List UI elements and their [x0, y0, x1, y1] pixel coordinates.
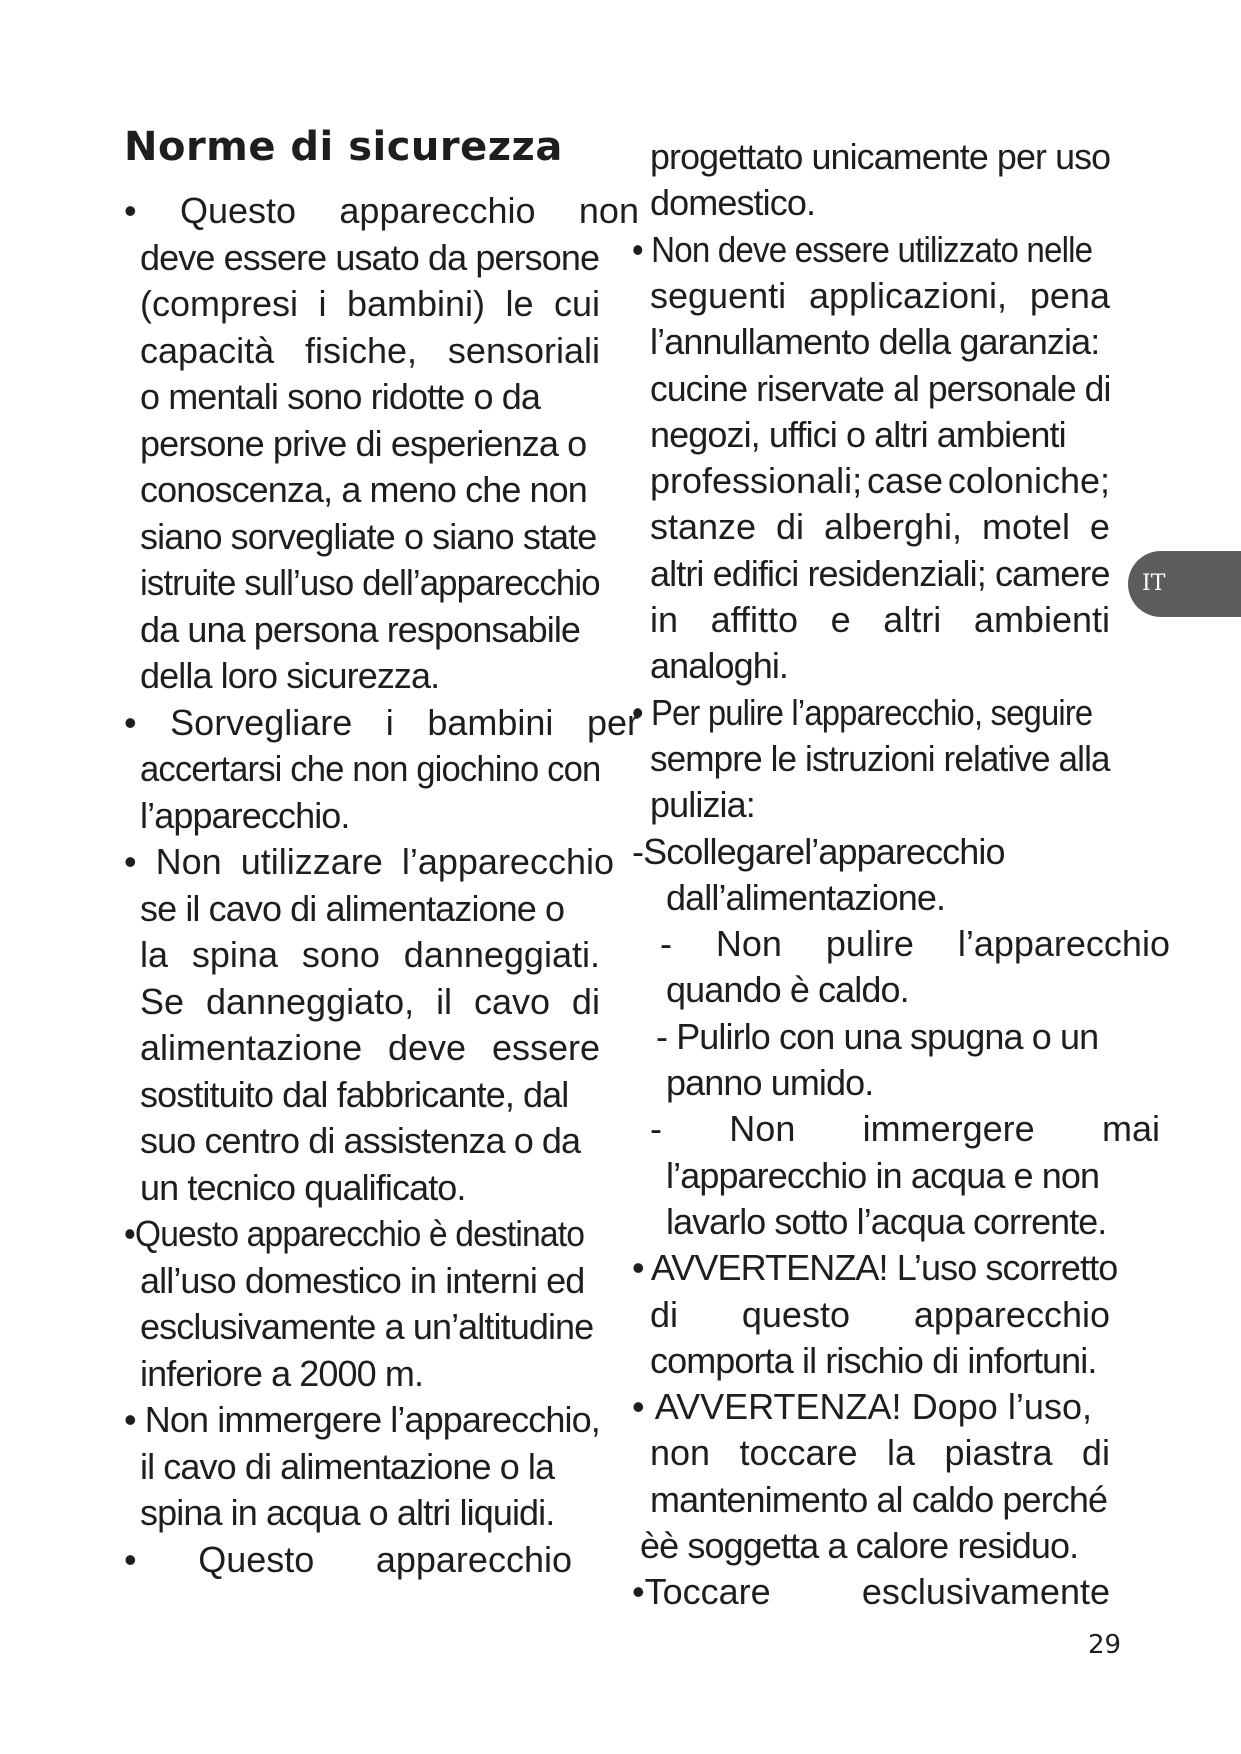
left-line: conoscenza, a meno che non	[140, 469, 587, 510]
left-line: accertarsi che non giochino con	[140, 748, 601, 789]
right-line: negozi, uffici o altri ambienti	[650, 414, 1066, 455]
left-line: siano sorvegliate o siano state	[140, 516, 597, 557]
right-line: • Non deve essere utilizzato nelle	[632, 229, 1093, 270]
right-line: • Per pulire l’apparecchio, seguire	[632, 692, 1093, 733]
left-line: spina in acqua o altri liquidi.	[140, 1492, 555, 1533]
right-line: progettato unicamente per uso	[650, 136, 1111, 177]
left-line: • Questo apparecchio non	[124, 190, 639, 231]
right-line: sempre le istruzioni relative alla	[650, 738, 1110, 779]
left-line: o mentali sono ridotte o da	[140, 376, 540, 417]
left-line: suo centro di assistenza o da	[140, 1120, 581, 1161]
left-line: • Questo apparecchio	[124, 1539, 572, 1580]
left-line: all’uso domestico in interni ed	[140, 1260, 585, 1301]
left-line: sostituito dal fabbricante, dal	[140, 1074, 569, 1115]
left-line: (compresi i bambini) le cui	[140, 283, 600, 324]
left-line: •Questo apparecchio è destinato	[124, 1213, 585, 1254]
right-line: di questo apparecchio	[650, 1294, 1110, 1335]
left-line: la spina sono danneggiati.	[140, 934, 600, 975]
right-line: cucine riservate al personale di	[650, 368, 1111, 409]
left-line: • Non utilizzare l’apparecchio	[124, 841, 614, 882]
right-line: èè soggetta a calore residuo.	[640, 1525, 1079, 1566]
right-line: altri edifici residenziali; camere	[650, 553, 1110, 594]
right-line: pulizia:	[650, 784, 755, 825]
right-line: in affitto e altri ambienti	[650, 599, 1110, 640]
left-line: • Sorvegliare i bambini per	[124, 702, 639, 743]
left-line: se il cavo di alimentazione o	[140, 888, 565, 929]
page-number: 29	[1088, 1630, 1122, 1660]
right-line: analoghi.	[650, 645, 789, 686]
right-line: stanze di alberghi, motel e	[650, 506, 1110, 547]
right-line: quando è caldo.	[666, 969, 909, 1010]
page-title: Norme di sicurezza	[124, 124, 563, 170]
left-line: inferiore a 2000 m.	[140, 1353, 424, 1394]
right-line: panno umido.	[666, 1062, 874, 1103]
left-line: della loro sicurezza.	[140, 655, 440, 696]
left-line: alimentazione deve essere	[140, 1027, 600, 1068]
left-line: da una persona responsabile	[140, 609, 581, 650]
left-line: esclusivamente a un’altitudine	[140, 1306, 594, 1347]
right-line: - Pulirlo con una spugna o un	[656, 1016, 1099, 1057]
right-line: professionali; case coloniche;	[650, 460, 1110, 501]
right-line: dall’alimentazione.	[666, 877, 946, 918]
right-line: -Scollegarel’apparecchio	[632, 831, 1005, 872]
left-line: l’apparecchio.	[140, 795, 350, 836]
left-line: un tecnico qualificato.	[140, 1167, 466, 1208]
left-line: persone prive di esperienza o	[140, 423, 587, 464]
right-line: • AVVERTENZA! L’uso scorretto	[632, 1247, 1118, 1288]
right-line: l’apparecchio in acqua e non	[666, 1155, 1100, 1196]
right-line: comporta il rischio di infortuni.	[650, 1340, 1097, 1381]
language-tab: IT	[1128, 551, 1241, 617]
right-line: - Non immergere mai	[650, 1108, 1160, 1149]
right-line: •Toccare esclusivamente	[632, 1571, 1110, 1612]
right-line: lavarlo sotto l’acqua corrente.	[666, 1201, 1107, 1242]
right-line: non toccare la piastra di	[650, 1432, 1110, 1473]
right-line: • AVVERTENZA! Dopo l’uso,	[632, 1386, 1092, 1427]
right-line: - Non pulire l’apparecchio	[660, 923, 1170, 964]
right-line: l’annullamento della garanzia:	[650, 321, 1100, 362]
left-line: Se danneggiato, il cavo di	[140, 981, 600, 1022]
right-line: seguenti applicazioni, pena	[650, 275, 1110, 316]
left-line: istruite sull’uso dell’apparecchio	[140, 562, 600, 603]
right-line: domestico.	[650, 182, 816, 223]
left-line: • Non immergere l’apparecchio,	[124, 1399, 600, 1440]
left-line: il cavo di alimentazione o la	[140, 1446, 555, 1487]
left-line: deve essere usato da persone	[140, 237, 600, 278]
left-line: capacità fisiche, sensoriali	[140, 330, 600, 371]
right-line: mantenimento al caldo perché	[650, 1479, 1108, 1520]
